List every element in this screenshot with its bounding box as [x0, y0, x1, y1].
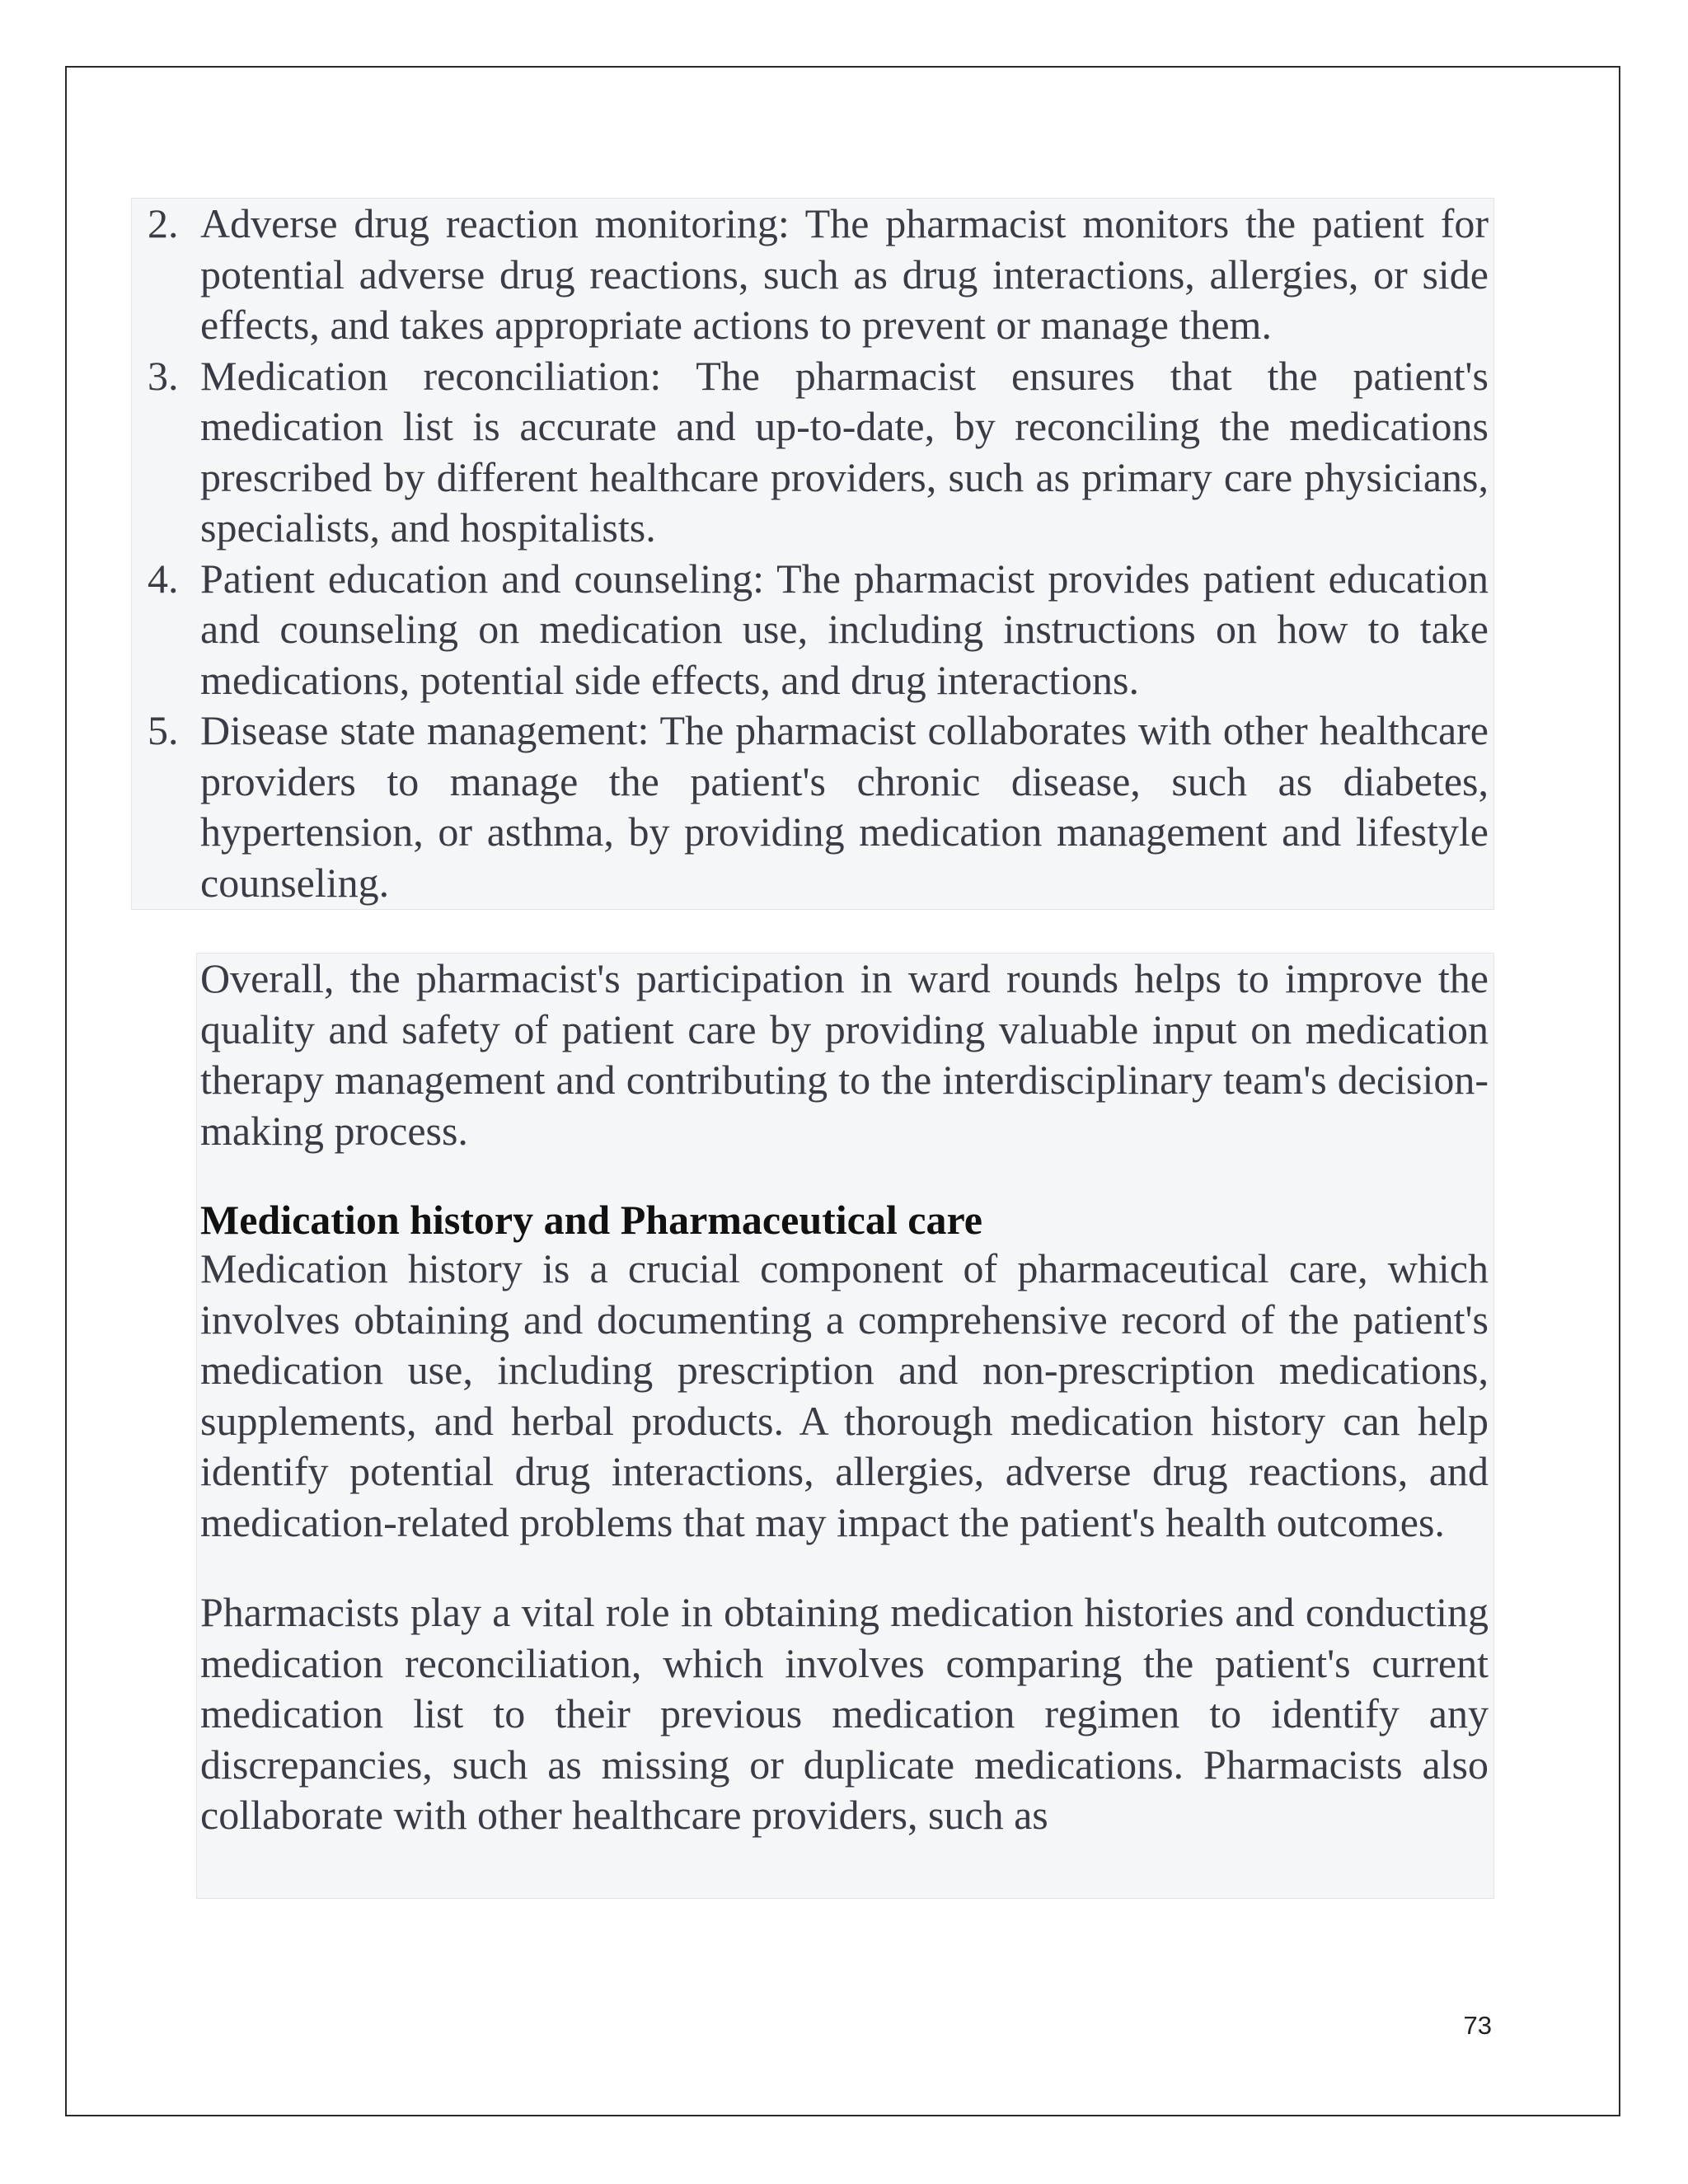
list-item-number: 4. — [148, 555, 179, 602]
list-item-text: Disease state management: The pharmacist collaborates with other healthcare providers to manage the patient's chronic disease, such as diabetes, hypertension, or asthma, by providing medication management and lifestyle counseling. — [200, 707, 1489, 906]
list-item — [132, 199, 1493, 351]
paragraph-spacer — [200, 1548, 1489, 1587]
body-text-block — [196, 953, 1494, 1899]
list-item-number: 2. — [148, 200, 179, 246]
list-item — [132, 351, 1493, 554]
list-item-text: Medication reconciliation: The pharmacist ensures that the patient's medication list is accurate and up-to-date, by reconciling the medications prescribed by different healthcare providers, such as primary care physicians, specialists, and hospitalists. — [200, 352, 1489, 551]
list-item-text: Adverse drug reaction monitoring: The pharmacist monitors the patient for potential adverse drug reactions, such as drug interactions, allergies, or side effects, and takes appropriate actions to prevent or manage them. — [200, 200, 1489, 348]
section-heading: Medication history and Pharmaceutical care — [200, 1197, 982, 1243]
paragraph-spacer — [200, 1156, 1489, 1196]
list-item-text: Patient education and counseling: The pharmacist provides patient education and counseling on medication use, including instructions on how to take medications, potential side effects, and drug interactions. — [200, 555, 1489, 703]
list-item — [132, 554, 1493, 706]
numbered-list-block — [131, 198, 1494, 910]
page-number: 73 — [1463, 2011, 1492, 2040]
pharmacists-paragraph: Pharmacists play a vital role in obtaining medication histories and conducting medication reconciliation, which involves comparing the patient's current medication list to their previous medication regimen to identify any discrepancies, such as missing or duplicate medications. Pharmacists also collaborate with other healthcare providers, such as — [200, 1589, 1489, 1838]
list-item-number: 5. — [148, 707, 179, 753]
list-item-number: 3. — [148, 352, 179, 399]
list-item — [132, 705, 1493, 908]
numbered-list — [132, 199, 1493, 908]
overall-paragraph: Overall, the pharmacist's participation in ward rounds helps to improve the quality and safety of patient care by providing valuable input on medication therapy management and contributing to the interdisciplinary team's decision-making process. — [200, 955, 1489, 1154]
medication-history-paragraph: Medication history is a crucial component of pharmaceutical care, which involves obtaining and documenting a comprehensive record of the patient's medication use, including prescription and non-prescription medications, supplements, and herbal products. A thorough medication history can help identify potential drug interactions, allergies, adverse drug reactions, and medication-related problems that may impact the patient's health outcomes. — [200, 1245, 1489, 1545]
